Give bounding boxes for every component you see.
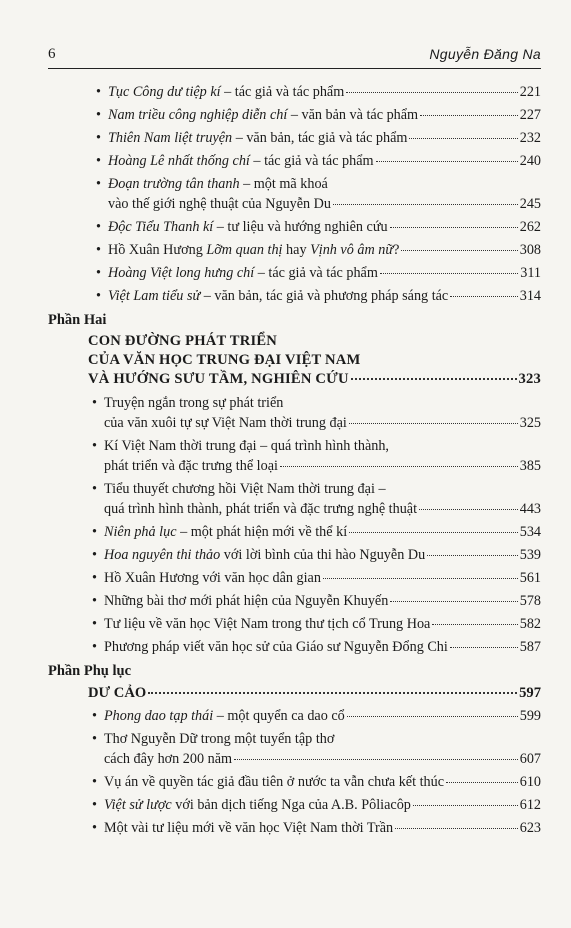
toc-list-part1-continued [48,82,541,306]
toc-entry-text [104,749,232,769]
leader-dots [380,273,518,274]
leader-dots [432,624,517,625]
bullet-icon: • [92,708,97,724]
leader-dots [390,601,517,602]
leader-dots [347,716,518,717]
leader-dots [349,532,518,533]
toc-entry-text [108,82,344,102]
bullet-icon: • [92,731,97,747]
toc-entry-text [108,128,407,148]
toc-entry-text [104,772,444,792]
leader-dots [419,509,518,510]
entry-text-segment: Vụ án về quyền tác giả đầu tiên ở nước ta vẫn chưa kết thúc [104,774,445,790]
toc-entry-text [108,240,399,260]
toc-entry[interactable] [48,545,541,565]
toc-entry[interactable] [48,174,541,214]
bullet-icon: • [92,820,97,836]
bullet-icon: • [96,84,101,100]
entry-text-segment: Truyện ngắn trong sự phát triển [104,395,284,411]
entry-text-segment: – tác giả và tác phẩm [254,265,378,281]
bullet-icon: • [96,130,101,146]
entry-text-segment: Thơ Nguyễn Dữ trong một tuyển tập thơ [104,731,335,747]
work-title: Hoàng Lê nhất thống chí [108,153,250,169]
leader-dots [420,115,518,116]
toc-page-number: 539 [519,547,541,563]
entry-text-segment: – tác giả và tác phẩm [220,84,345,100]
toc-entry-text [104,499,417,519]
entry-text-segment: – tác giả và tác phẩm [249,153,374,169]
toc-page-number: 623 [519,820,541,836]
bullet-icon: • [92,570,97,586]
toc-entry-text [104,729,334,749]
toc-page-number: 308 [519,242,541,258]
running-header [48,46,541,69]
toc-page-number: 607 [519,751,541,767]
toc-entry-text [104,614,430,634]
bullet-icon: • [96,288,101,304]
part-heading-two: Phần Hai [48,312,107,328]
title-line: CON ĐƯỜNG PHÁT TRIỂN [88,333,278,349]
toc-entry-text [104,591,388,611]
title-line: VÀ HƯỚNG SƯU TẦM, NGHIÊN CỨU [88,371,349,387]
leader-dots [234,759,518,760]
part-heading-appendix: Phần Phụ lục [48,663,131,679]
leader-dots [401,250,517,251]
toc-entry[interactable] [48,772,541,792]
leader-dots [323,578,518,579]
bullet-icon: • [96,219,101,235]
toc-page-number: 311 [520,265,541,281]
work-title: Vịnh vô âm nữ [310,242,394,258]
work-title: Nam triều công nghiệp diễn chí [108,107,288,123]
entry-text-segment: ? [393,242,400,258]
toc-page-number: 314 [519,288,541,304]
bullet-icon: • [92,797,97,813]
entry-text-segment: Phương pháp viết văn học sử của Giáo sư Nguyễn Đổng Chi [104,639,448,655]
work-title: Hoàng Việt long hưng chí [108,265,255,281]
entry-text-segment: với lời bình của thi hào Nguyễn Du [220,547,426,563]
toc-page-number: 443 [519,501,541,517]
entry-text-segment: – văn bản, tác giả và tác phẩm [232,130,408,146]
leader-dots [395,828,518,829]
entry-text-segment: Hồ Xuân Hương với văn học dân gian [104,570,321,586]
work-title: Phong dao tạp thái [104,708,214,724]
leader-dots [349,423,518,424]
work-title: Việt Lam tiểu sử [108,288,201,304]
bullet-icon: • [92,616,97,632]
toc-entry[interactable] [48,105,541,125]
toc-entry[interactable] [48,706,541,726]
entry-text-segment: Những bài thơ mới phát hiện của Nguyễn Khuyến [104,593,389,609]
entry-text-segment: – một phát hiện mới về thể kí [176,524,348,540]
toc-page-number: 245 [519,196,541,212]
bullet-icon: • [92,524,97,540]
toc-page-number: 534 [519,524,541,540]
toc-page-number: 385 [519,458,541,474]
bullet-icon: • [92,593,97,609]
toc-page-number: 262 [519,219,541,235]
toc-entry-text [104,456,278,476]
toc-entry-text [104,479,386,499]
bullet-icon: • [92,438,97,454]
entry-text-segment: – tư liệu và hướng nghiên cứu [213,219,388,235]
toc-entry-text [104,795,411,815]
part-two-title [48,332,541,389]
toc-entry-text [108,263,378,283]
bullet-icon: • [92,639,97,655]
entry-text-segment: – một mã khoá [239,176,328,192]
page-number: 6 [48,46,56,62]
toc-entry[interactable] [48,263,541,283]
toc-entry[interactable] [48,393,541,433]
bullet-icon: • [92,395,97,411]
leader-dots [450,296,517,297]
work-title: Thiên Nam liệt truyện [108,130,233,146]
entry-text-segment: Tư liệu về văn học Việt Nam trong thư tịch cổ Trung Hoa [104,616,431,632]
toc-entry[interactable] [48,568,541,588]
toc-page-number: 240 [519,153,541,169]
toc-entry-text [104,413,347,433]
toc-entry[interactable] [48,217,541,237]
toc-entry-text [104,436,389,456]
work-title: Tục Công dư tiệp kí [108,84,221,100]
toc-entry[interactable] [48,637,541,657]
work-title: Độc Tiểu Thanh kí [108,219,214,235]
running-author: Nguyễn Đăng Na [429,46,541,62]
work-title: Hoa nguyên thi thảo [104,547,221,563]
entry-text-segment: – một quyển ca dao cổ [213,708,345,724]
toc-page-number: 612 [519,797,541,813]
bullet-icon: • [96,176,101,192]
leader-dots [390,227,518,228]
bullet-icon: • [92,774,97,790]
toc-entry-text [108,194,331,214]
toc-entry[interactable] [48,522,541,542]
entry-text-segment: Kí Việt Nam thời trung đại – quá trình hình thành, [104,438,389,454]
toc-page-number: 597 [519,685,541,701]
bullet-icon: • [96,242,101,258]
work-title: Niên phả lục [104,524,177,540]
toc-entry-text [108,217,388,237]
toc-page-number: 587 [519,639,541,655]
toc-entry[interactable] [48,240,541,260]
work-title: Lỡm quan thị [206,242,283,258]
entry-text-segment: hay [282,242,311,258]
entry-text-segment: – văn bản và tác phẩm [287,107,419,123]
toc-entry[interactable] [48,818,541,838]
toc-entry[interactable] [48,729,541,769]
toc-page-number: 221 [519,84,541,100]
leader-dots [413,805,518,806]
toc-entry-text [108,286,448,306]
toc-page-number: 227 [519,107,541,123]
leader-dots [446,782,518,783]
toc-page-number: 578 [519,593,541,609]
toc-entry-text [104,818,393,838]
leader-dots [427,555,518,556]
leader-dots [346,92,517,93]
toc-entry-text [104,545,425,565]
toc-entry[interactable] [48,614,541,634]
toc-entry[interactable] [48,479,541,519]
toc-entry[interactable] [48,591,541,611]
bullet-icon: • [92,481,97,497]
entry-text-segment: với bản dịch tiếng Nga của A.B. Pôliacôp [171,797,411,813]
work-title: Đoạn trường tân thanh [108,176,240,192]
leader-dots [280,466,518,467]
leader-dots [333,204,518,205]
entry-text-segment: – văn bản, tác giả và phương pháp sáng tác [200,288,449,304]
toc-entry-text [108,105,418,125]
toc-page-number: 582 [519,616,541,632]
toc-page-number: 323 [518,371,541,387]
toc-entry-text [104,637,448,657]
appendix-section-title [48,683,541,703]
toc-entry[interactable] [48,151,541,171]
leader-dots [450,647,518,648]
entry-text-segment: Một vài tư liệu mới về văn học Việt Nam thời Trần [104,820,394,836]
entry-text-segment: cách đây hơn 200 năm [104,751,233,767]
table-of-contents [48,82,541,841]
toc-entry[interactable] [48,82,541,102]
toc-entry[interactable] [48,128,541,148]
toc-page-number: 610 [519,774,541,790]
toc-page-number: 561 [519,570,541,586]
entry-text-segment: quá trình hình thành, phát triển và đặc trưng nghệ thuật [104,501,418,517]
toc-entry-text [104,706,345,726]
bullet-icon: • [92,547,97,563]
toc-entry-text [108,174,328,194]
toc-page-number: 325 [519,415,541,431]
entry-text-segment: phát triển và đặc trưng thể loại [104,458,278,474]
toc-entry[interactable] [48,286,541,306]
leader-dots [148,692,517,694]
title-line: CỦA VĂN HỌC TRUNG ĐẠI VIỆT NAM [88,352,361,368]
bullet-icon: • [96,265,101,281]
toc-entry[interactable] [48,436,541,476]
toc-page-number: 599 [519,708,541,724]
work-title: Việt sử lược [104,797,172,813]
leader-dots [376,161,518,162]
leader-dots [351,378,517,380]
toc-entry[interactable] [48,795,541,815]
entry-text-segment: Hồ Xuân Hương [108,242,207,258]
toc-entry-text [104,393,283,413]
toc-entry-text [104,568,321,588]
bullet-icon: • [96,153,101,169]
section-title-text: DƯ CẢO [88,685,147,701]
toc-page-number: 232 [519,130,541,146]
entry-text-segment: vào thế giới nghệ thuật của Nguyễn Du [108,196,332,212]
toc-list-appendix [48,706,541,838]
bullet-icon: • [96,107,101,123]
toc-entry-text [108,151,374,171]
toc-entry-text [104,522,347,542]
entry-text-segment: của văn xuôi tự sự Việt Nam thời trung đại [104,415,347,431]
leader-dots [409,138,517,139]
toc-list-part2 [48,393,541,657]
entry-text-segment: Tiểu thuyết chương hồi Việt Nam thời trung đại – [104,481,386,497]
